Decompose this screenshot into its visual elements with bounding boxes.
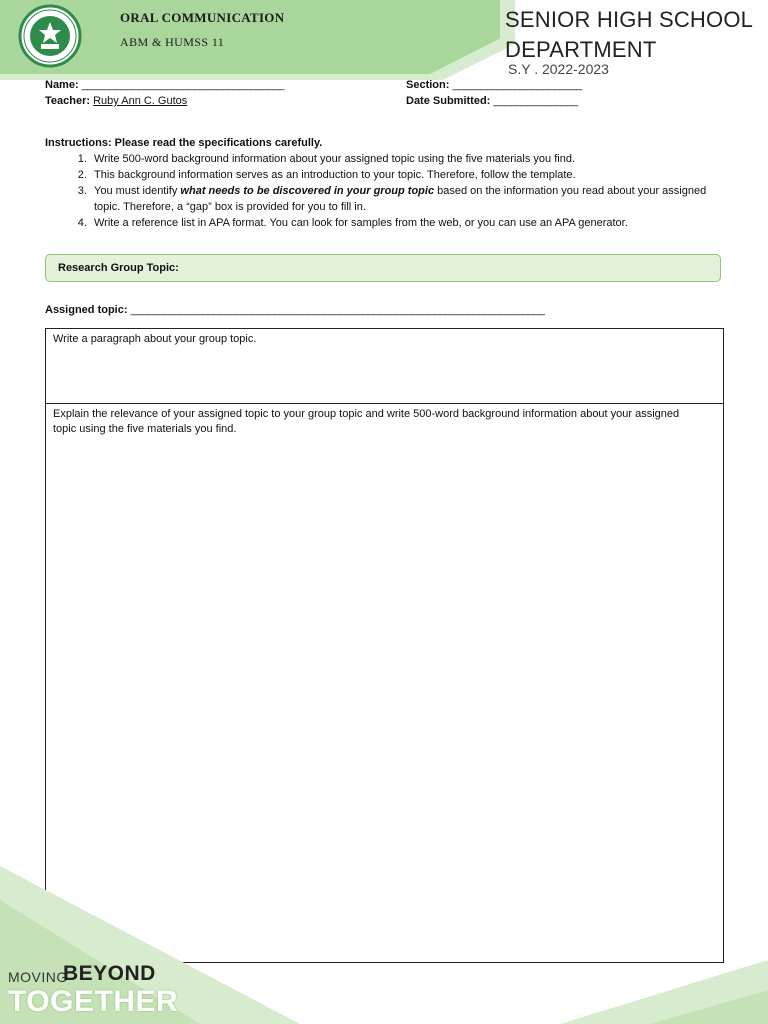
assigned-topic-field (45, 304, 544, 316)
section-blank[interactable]: _______________________ (452, 79, 582, 91)
school-seal-logo (14, 4, 86, 68)
research-group-topic-box[interactable] (45, 254, 721, 282)
instructions-lead: Instructions: Please read the specifications carefully. (45, 137, 323, 149)
instruction-item-2: 2. This background information serves as an introduction to your topic. Therefore, follow the template. (90, 167, 725, 183)
name-label: Name: (45, 79, 79, 91)
assigned-topic-label: Assigned topic: (45, 304, 128, 316)
teacher-field (45, 95, 187, 107)
footer-moving-text: MOVING (8, 969, 68, 985)
instruction-item-3 (90, 183, 725, 215)
department-line-2: DEPARTMENT (505, 37, 657, 62)
footer-beyond-text: BEYOND (63, 962, 156, 985)
instruction-item-3-rest: based on the information you read about your assigned topic. Therefore, a “gap” box is provided for you to fill in. (94, 185, 707, 213)
date-submitted-label: Date Submitted: (406, 95, 491, 107)
section-label: Section: (406, 79, 450, 91)
name-field (45, 79, 284, 91)
background-information-prompt: Explain the relevance of your assigned topic to your group topic and write 500-word background information about your assigned topic using the five materials you find. (53, 408, 680, 435)
section-field (406, 79, 582, 91)
department-title (505, 5, 765, 65)
name-blank[interactable]: ____________________________________ (81, 79, 284, 91)
instruction-item-1: 1. Write 500-word background information about your assigned topic using the five materials you find. (90, 151, 725, 167)
teacher-label: Teacher: (45, 95, 91, 107)
instructions-list (45, 151, 725, 231)
instructions (45, 135, 725, 231)
footer-together-text: TOGETHER (8, 985, 179, 1018)
research-group-topic-label: Research Group Topic: (58, 262, 179, 274)
date-submitted-blank[interactable]: _______________ (493, 95, 578, 107)
assigned-topic-blank[interactable]: ___________________________________________________________________________ (130, 304, 545, 316)
instruction-item-3-emphasis: what needs to be discovered in your group topic (180, 185, 435, 197)
department-line-1: SENIOR HIGH SCHOOL (505, 7, 754, 32)
teacher-name: Ruby Ann C. Gutos (93, 95, 188, 107)
school-year: S.Y . 2022-2023 (508, 61, 609, 77)
group-topic-paragraph-box[interactable] (45, 328, 724, 404)
instruction-item-3-start: You must identify (94, 185, 181, 197)
course-title: ORAL COMMUNICATION (120, 10, 285, 25)
date-submitted-field (406, 95, 578, 107)
group-topic-paragraph-prompt: Write a paragraph about your group topic. (53, 333, 257, 345)
instruction-item-4: 4. Write a reference list in APA format. You can look for samples from the web, or you can use an APA generator. (90, 215, 725, 231)
course-subtitle: ABM & HUMSS 11 (120, 35, 225, 49)
